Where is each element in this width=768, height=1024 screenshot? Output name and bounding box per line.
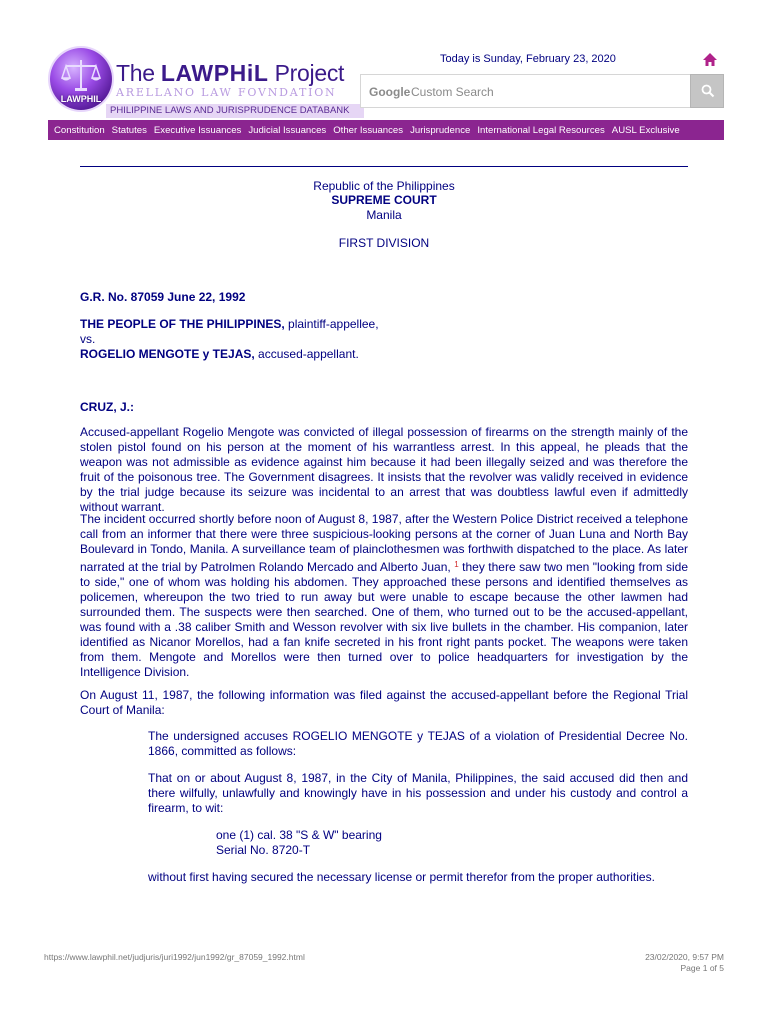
title-prefix: The [116,60,155,86]
nav-executive-issuances[interactable]: Executive Issuances [153,124,242,136]
paragraph-2-part-2: they there saw two men "looking from side to side," one of whom was holding his abdomen. They approached these persons and identified themselves as policemen, whereupon the two tried to run away but were unable to escape because the other lawmen had surrounded them. The suspects were then searched. One of them, who turned out to be the accused-appellant, was found with a .38 caliber Smith and Wesson revolver with six live bullets in the chamber. His companion, later identified as Nicanor Morellos, had a fan knife secreted in his front right pants pocket. The weapons were taken from them. Mengote and Morellos were then turned over to police headquarters for investigation by the Intelligence Division. [80,560,689,679]
paragraph-3: On August 11, 1987, the following information was filed against the accused-appellant before the Regional Trial Court of Manila: [80,688,688,717]
footer-page: Page 1 of 5 [680,963,724,973]
footer-meta [560,952,724,974]
nav-jurisprudence[interactable]: Jurisprudence [410,124,471,136]
ponente: CRUZ, J.: [80,400,134,414]
footnote-link[interactable]: 1 [454,560,459,569]
nav-judicial-issuances[interactable]: Judicial Issuances [248,124,327,136]
nav-other-issuances[interactable]: Other Issuances [333,124,404,136]
search-input[interactable] [411,83,681,101]
paragraph-2 [80,512,688,680]
title-suffix: Project [274,60,345,86]
party1-role: plaintiff-appellee, [288,317,379,331]
party1-name: THE PEOPLE OF THE PHILIPPINES, [80,317,285,331]
nav-international-legal-resources[interactable]: International Legal Resources [477,124,605,136]
search-box [360,74,692,108]
party2-role: accused-appellant. [258,347,359,361]
databank-label: PHILIPPINE LAWS AND JURISPRUDENCE DATABANK [106,104,364,118]
nav-constitution[interactable]: Constitution [54,124,105,136]
item-line-2: Serial No. 8720-T [216,843,311,857]
main-nav [48,120,724,140]
division-heading: FIRST DIVISION [338,236,430,250]
nav-statutes[interactable]: Statutes [111,124,147,136]
court-heading: SUPREME COURT [331,193,437,207]
republic-heading: Republic of the Philippines [313,179,455,193]
title-brand: LAWPHiL [160,60,269,86]
site-subtitle: ARELLANO LAW FOVNDATION [116,86,337,99]
party2-name: ROGELIO MENGOTE y TEJAS, [80,347,255,361]
quote-1: The undersigned accuses ROGELIO MENGOTE y TEJAS of a violation of Presidential Decree No. 1866, committed as follows: [148,729,688,758]
home-icon[interactable] [702,52,718,68]
paragraph-2-part-1: The incident occurred shortly before noon of August 8, 1987, after the Western Police District received a telephone call from an informer that there were three suspicious-looking persons at the corner of Juan Luna and North Bay Boulevard in Tondo, Manila. A surveillance team of plainclothesmen was forthwith dispatched to the place. As later narrated at the trial by Patrolmen Rolando Mercado and Alberto Juan, [80,512,688,574]
divider [80,166,688,167]
item-line-1: one (1) cal. 38 "S & W" bearing [216,828,382,842]
nav-ausl-exclusive[interactable]: AUSL Exclusive [611,124,680,136]
site-title[interactable] [116,60,344,87]
footer-url[interactable]: https://www.lawphil.net/judjuris/juri1992/jun1992/gr_87059_1992.html [44,952,305,962]
google-brand: Google [369,85,411,99]
case-parties [80,317,688,362]
city-heading: Manila [366,208,402,222]
search-button[interactable] [690,74,724,108]
today-date: Today is Sunday, February 23, 2020 [440,53,616,65]
paragraph-1: Accused-appellant Rogelio Mengote was convicted of illegal possession of firearms on the strength mainly of the stolen pistol found on his person at the moment of his warrantless arrest. In this appeal, he pleads that the weapon was not admissible as evidence against him because it had been illegally seized and was therefore the fruit of the poisonous tree. The Government disagrees. It insists that the revolver was validly received in evidence by the trial judge because its seizure was incidental to an arrest that was doubtless lawful even if admittedly without warrant. [80,425,688,514]
logo-label: LAWPHIL [60,94,102,104]
quote-3: without first having secured the necessary license or permit therefor from the proper authorities. [148,870,655,884]
quote-2: That on or about August 8, 1987, in the City of Manila, Philippines, the said accused did then and there wilfully, unlawfully and knowingly have in his possession and under his custody and control a firearm, to wit: [148,771,688,815]
case-number: G.R. No. 87059 June 22, 1992 [80,290,246,304]
footer-datetime: 23/02/2020, 9:57 PM [645,952,724,962]
versus: vs. [80,332,96,346]
search-icon [701,84,715,98]
